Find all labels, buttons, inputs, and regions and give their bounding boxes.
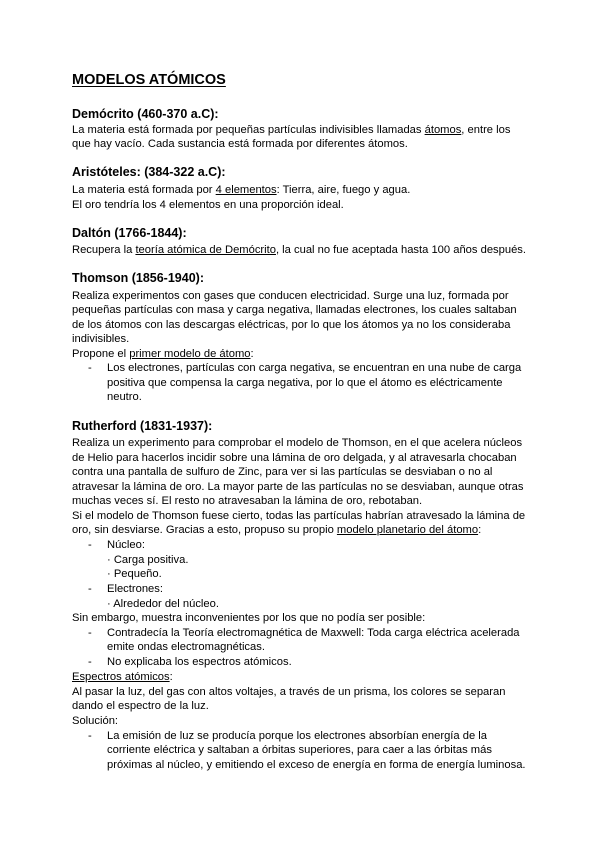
text: La materia está formada por — [72, 184, 216, 196]
list-item-electrones: Electrones: — [107, 583, 163, 595]
list-subitem-alrededor: · Alrededor del núcleo. — [107, 598, 219, 610]
rutherford-line-9: Al pasar la luz, del gas con altos voltajes, a través de un prisma, los colores se separan — [72, 686, 506, 698]
espectros-label — [72, 670, 173, 684]
text: : — [478, 524, 482, 536]
text: , entre los — [461, 124, 511, 136]
heading-rutherford: Rutherford (1831-1937): — [72, 419, 213, 433]
text: : — [169, 671, 173, 683]
thomson-line-1: Realiza experimentos con gases que conducen electricidad. Surge una luz, formada por — [72, 290, 509, 302]
aristoteles-line-2: El oro tendría los 4 elementos en una proporción ideal. — [72, 199, 344, 211]
thomson-line-2: pequeñas partículas con masa y carga negativa, llamadas electrones, los cuales saltaban — [72, 304, 517, 316]
democrito-line-1 — [72, 123, 510, 137]
link-primer-modelo[interactable]: primer modelo de átomo — [129, 348, 251, 360]
rutherford-line-10: dando el espectro de la luz. — [72, 700, 209, 712]
solucion-line-3: próximas al núcleo, y emitiendo el exceso de energía en forma de energía luminosa. — [107, 759, 526, 771]
rutherford-line-2: de Helio para hacerlos incidir sobre una lámina de oro delgada, y al atravesarla chocaban — [72, 452, 517, 464]
dalton-line-1 — [72, 243, 526, 257]
link-4-elementos[interactable]: 4 elementos — [215, 184, 277, 196]
page-title: MODELOS ATÓMICOS — [72, 72, 226, 88]
text: La materia está formada por pequeñas partículas indivisibles llamadas — [72, 124, 425, 136]
text: , la cual no fue aceptada hasta 100 años después. — [275, 244, 527, 256]
link-atomos[interactable]: átomos — [424, 124, 462, 136]
rutherford-line-3: contra una pantalla de sulfuro de Zinc, para ver si las partículas se desviaban o no al — [72, 466, 493, 478]
thomson-line-3: de los átomos con las descargas eléctricas, por lo que los átomos ya no los consideraba — [72, 319, 511, 331]
thomson-line-4: indivisibles. — [72, 333, 130, 345]
heading-democrito: Demócrito (460-370 a.C): — [72, 107, 219, 121]
link-espectros-atomicos[interactable]: Espectros atómicos — [72, 671, 170, 683]
rutherford-line-5: muchas veces sí. El resto no atravesaban la lámina de oro, rebotaban. — [72, 495, 423, 507]
inconveniente-1-line-1: Contradecía la Teoría electromagnética de Maxwell: Toda carga eléctrica acelerada — [107, 627, 520, 639]
solucion-line-2: corriente eléctrica y saltaban a órbitas superiores, para caer a las órbitas más — [107, 744, 492, 756]
list-subitem-carga: · Carga positiva. — [107, 554, 189, 566]
thomson-bullet-line-2: positiva que compensa la carga negativa, por lo que el átomo es eléctricamente — [107, 377, 503, 389]
list-subitem-pequeno: · Pequeño. — [107, 568, 162, 580]
rutherford-line-6: Si el modelo de Thomson fuese cierto, todas las partículas habrían atravesado la lámina de — [72, 510, 526, 522]
bullet-dash: - — [88, 730, 92, 742]
bullet-dash: - — [88, 656, 92, 668]
inconveniente-1-line-2: emite ondas electromagnéticas. — [107, 641, 265, 653]
text: : — [250, 348, 254, 360]
democrito-line-2: que hay vacío. Cada sustancia está formada por diferentes átomos. — [72, 138, 408, 150]
bullet-dash: - — [88, 627, 92, 639]
link-teoria-atomica[interactable]: teoría atómica de Demócrito — [135, 244, 276, 256]
text: oro, sin desviarse. Gracias a esto, propuso su propio — [72, 524, 337, 536]
heading-dalton: Daltón (1766-1844): — [72, 226, 187, 240]
rutherford-line-1: Realiza un experimento para comprobar el modelo de Thomson, en el que acelera núcleos — [72, 437, 523, 449]
inconveniente-2: No explicaba los espectros atómicos. — [107, 656, 292, 668]
link-modelo-planetario[interactable]: modelo planetario del átomo — [336, 524, 479, 536]
thomson-bullet-line-3: neutro. — [107, 391, 142, 403]
bullet-dash: - — [88, 362, 92, 374]
bullet-dash: - — [88, 583, 92, 595]
text: : Tierra, aire, fuego y agua. — [276, 184, 411, 196]
rutherford-line-8: Sin embargo, muestra inconvenientes por los que no podía ser posible: — [72, 612, 426, 624]
list-item-nucleo: Núcleo: — [107, 539, 145, 551]
thomson-bullet-line-1: Los electrones, partículas con carga negativa, se encuentran en una nube de carga — [107, 362, 522, 374]
aristoteles-line-1 — [72, 183, 410, 197]
text: Propone el — [72, 348, 130, 360]
text: Recupera la — [72, 244, 136, 256]
rutherford-line-7 — [72, 523, 481, 537]
thomson-line-5 — [72, 347, 254, 361]
bullet-dash: - — [88, 539, 92, 551]
solucion-line-1: La emisión de luz se producía porque los electrones absorbían energía de la — [107, 730, 487, 742]
rutherford-line-4: atravesar la lámina de oro. La mayor parte de las partículas no se desviaban, aunque otras — [72, 481, 524, 493]
solucion-label: Solución: — [72, 715, 119, 727]
heading-aristoteles: Aristóteles: (384-322 a.C): — [72, 165, 226, 179]
heading-thomson: Thomson (1856-1940): — [72, 271, 204, 285]
